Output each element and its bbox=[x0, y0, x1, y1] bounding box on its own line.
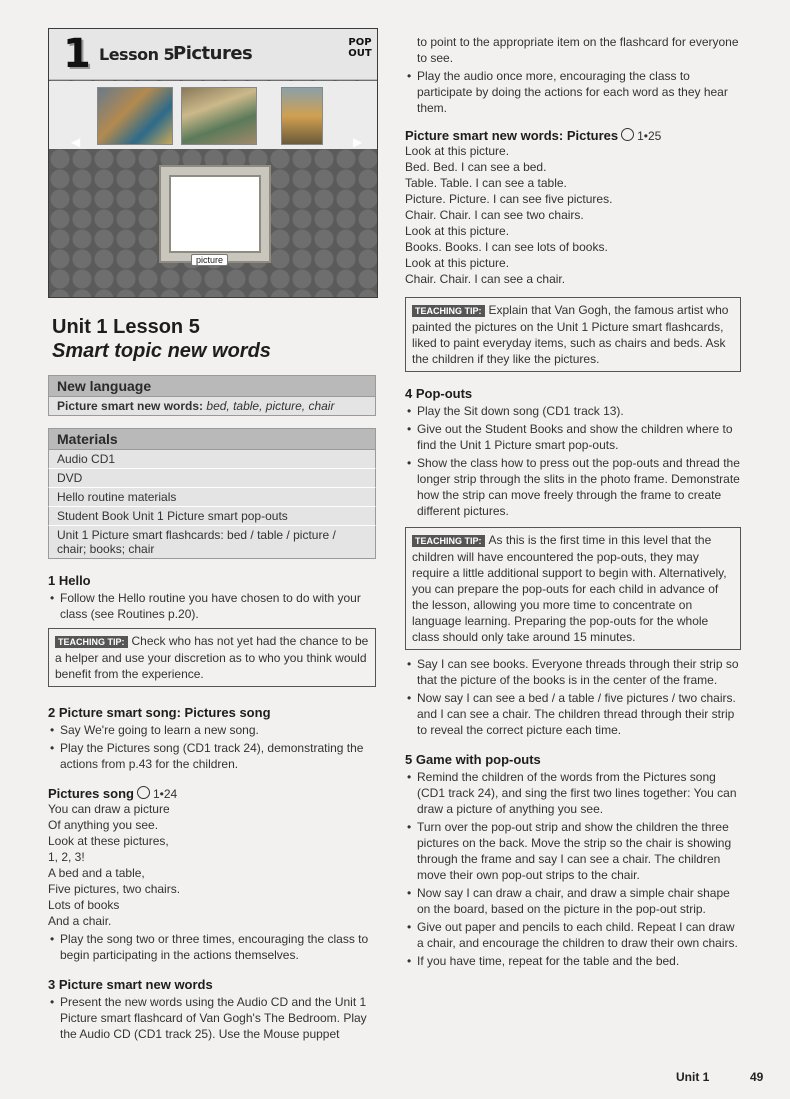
song-bullet: • Play the song two or three times, encouraging the class to begin participating in the actions themselves. bbox=[48, 931, 376, 963]
song-bullet: • Play the Pictures song (CD1 track 24), demonstrating the actions from p.43 for the children. bbox=[48, 740, 376, 772]
words-line: Look at this picture. bbox=[405, 144, 510, 158]
teaching-tip-tag: TEACHING TIP: bbox=[412, 305, 485, 317]
new-language-label: Picture smart new words: bbox=[57, 399, 204, 413]
song-line: Of anything you see. bbox=[48, 818, 159, 832]
teaching-tip-text: Explain that Van Gogh, the famous artist who painted the pictures on the Unit 1 Picture smart flashcards, liked to paint everyday items, such as chairs and beds. Ask the children if they like the pictures. bbox=[412, 303, 729, 366]
materials-item: Audio CD1 bbox=[48, 450, 376, 469]
right-column bbox=[405, 34, 741, 969]
teaching-tip-3 bbox=[405, 527, 741, 650]
song-line: Five pictures, two chairs. bbox=[48, 882, 181, 896]
materials-item: DVD bbox=[48, 469, 376, 488]
words-line: Look at this picture. bbox=[405, 224, 510, 238]
pop-out-logo bbox=[347, 37, 373, 67]
words-line: Picture. Picture. I can see five pictures. bbox=[405, 192, 613, 206]
thumbnail-bedroom[interactable] bbox=[97, 87, 173, 145]
pop-out-screen bbox=[48, 28, 378, 298]
game-bullet: • Now say I can draw a chair, and draw a simple chair shape on the board, based on the picture in the pop-out strip. bbox=[405, 885, 741, 917]
words-title-text: Picture smart new words: Pictures bbox=[405, 128, 619, 143]
section-song-heading: 2 Picture smart song: Pictures song bbox=[48, 705, 271, 720]
lesson-number: 1 bbox=[63, 31, 91, 77]
game-bullet: • Give out paper and pencils to each child. Repeat I can draw a chair, and encourage the children to draw their own chairs. bbox=[405, 919, 741, 951]
game-bullet: • If you have time, repeat for the table and the bed. bbox=[405, 953, 741, 969]
new-language-row bbox=[48, 397, 376, 416]
continued-text: to point to the appropriate item on the flashcard for everyone to see. bbox=[417, 35, 739, 65]
pop-outs-bullet: • Now say I can see a bed / a table / five pictures / two chairs. and I can see a chair. The children thread through their strip to reveal the correct picture each time. bbox=[405, 690, 741, 738]
song-title bbox=[48, 786, 376, 801]
new-words-bullet: • Play the audio once more, encouraging the class to participate by doing the actions for each word as they hear them. bbox=[405, 68, 741, 116]
game-bullet: • Turn over the pop-out strip and show the children the three pictures on the back. Move the strip so the chair is showing through the frame and say I can see a chair. The children move their own pop-out strips to the chair. bbox=[405, 819, 741, 883]
teaching-tip-text: Check who has not yet had the chance to be a helper and use your discretion as to who you think would benefit from the experience. bbox=[55, 634, 369, 681]
teaching-tip-2 bbox=[405, 297, 741, 372]
cd-icon bbox=[621, 128, 634, 141]
teaching-tip-1 bbox=[48, 628, 376, 687]
new-language-words: bed, table, picture, chair bbox=[206, 399, 335, 413]
materials-item: Hello routine materials bbox=[48, 488, 376, 507]
words-line: Chair. Chair. I can see two chairs. bbox=[405, 208, 584, 222]
teaching-tip-tag: TEACHING TIP: bbox=[55, 636, 128, 648]
picture-frame bbox=[161, 167, 269, 261]
screen-header bbox=[49, 29, 377, 80]
lesson-label: Lesson 5 bbox=[99, 45, 175, 64]
section-game-heading: 5 Game with pop-outs bbox=[405, 752, 541, 767]
song-line: Look at these pictures, bbox=[48, 834, 169, 848]
logo-line-2: OUT bbox=[348, 48, 372, 59]
materials-item: Student Book Unit 1 Picture smart pop-outs bbox=[48, 507, 376, 526]
lesson-title: Pictures bbox=[173, 43, 253, 64]
left-column bbox=[48, 28, 376, 1042]
game-bullet: • Remind the children of the words from the Pictures song (CD1 track 24), and sing the first two lines together: You can draw a picture of anything you see. bbox=[405, 769, 741, 817]
page-number: 49 bbox=[750, 1070, 764, 1084]
new-language-heading: New language bbox=[48, 375, 376, 397]
song-track: 1•24 bbox=[152, 787, 178, 801]
unit-subheading: Smart topic new words bbox=[52, 340, 271, 362]
materials-heading: Materials bbox=[48, 428, 376, 450]
words-line: Chair. Chair. I can see a chair. bbox=[405, 272, 566, 286]
song-line: And a chair. bbox=[48, 914, 112, 928]
hello-bullet: • Follow the Hello routine you have chosen to do with your class (see Routines p.20). bbox=[48, 590, 376, 622]
section-pop-outs-heading: 4 Pop-outs bbox=[405, 386, 473, 401]
song-line: You can draw a picture bbox=[48, 802, 170, 816]
cd-icon bbox=[137, 786, 150, 799]
words-line: Bed. Bed. I can see a bed. bbox=[405, 160, 547, 174]
words-title bbox=[405, 128, 741, 143]
arrow-left-icon[interactable]: ◀ bbox=[71, 135, 81, 149]
pop-outs-bullet: • Say I can see books. Everyone threads through their strip so that the picture of the books is in the center of the frame. bbox=[405, 656, 741, 688]
arrow-right-icon[interactable]: ▶ bbox=[353, 135, 363, 149]
materials-item: Unit 1 Picture smart flashcards: bed / table / picture / chair; books; chair bbox=[48, 526, 376, 559]
thumbnail-strip bbox=[49, 81, 377, 149]
words-line: Books. Books. I can see lots of books. bbox=[405, 240, 608, 254]
teaching-tip-tag: TEACHING TIP: bbox=[412, 535, 485, 547]
section-hello-heading: 1 Hello bbox=[48, 573, 91, 588]
thumbnail-chair[interactable] bbox=[281, 87, 323, 145]
new-words-bullet: • Present the new words using the Audio CD and the Unit 1 Picture smart flashcard of Van Gogh's The Bedroom. Play the Audio CD (CD1 track 25). Use the Mouse puppet bbox=[48, 994, 376, 1042]
song-line: Lots of books bbox=[48, 898, 120, 912]
frame-label: picture bbox=[191, 254, 228, 266]
logo-line-1: POP bbox=[348, 37, 372, 48]
song-line: A bed and a table, bbox=[48, 866, 145, 880]
thumbnail-books[interactable] bbox=[181, 87, 257, 145]
pop-outs-bullet: • Play the Sit down song (CD1 track 13). bbox=[405, 403, 741, 419]
words-line: Look at this picture. bbox=[405, 256, 510, 270]
footer-unit: Unit 1 bbox=[676, 1070, 710, 1084]
words-line: Table. Table. I can see a table. bbox=[405, 176, 567, 190]
pop-outs-bullet: • Give out the Student Books and show the children where to find the Unit 1 Picture smart pop-outs. bbox=[405, 421, 741, 453]
teaching-tip-text: As this is the first time in this level that the children will have encountered the pop-outs, they may require a little additional support to begin with. Alternatively, you can prepare the pop-outs for each child in advance of the lesson, allowing you more time to concentrate on language learning. Preparing the pop-outs for the whole class should only take around 15 minutes. bbox=[412, 533, 727, 644]
song-title-text: Pictures song bbox=[48, 786, 134, 801]
song-bullet: • Say We're going to learn a new song. bbox=[48, 722, 376, 738]
words-track: 1•25 bbox=[637, 129, 662, 143]
section-new-words-heading: 3 Picture smart new words bbox=[48, 977, 213, 992]
unit-heading: Unit 1 Lesson 5 bbox=[52, 316, 200, 338]
song-line: 1, 2, 3! bbox=[48, 850, 85, 864]
pop-outs-bullet: • Show the class how to press out the pop-outs and thread the longer strip through the slits in the photo frame. Demonstrate how the strip can move freely through the frame to create different pictures. bbox=[405, 455, 741, 519]
